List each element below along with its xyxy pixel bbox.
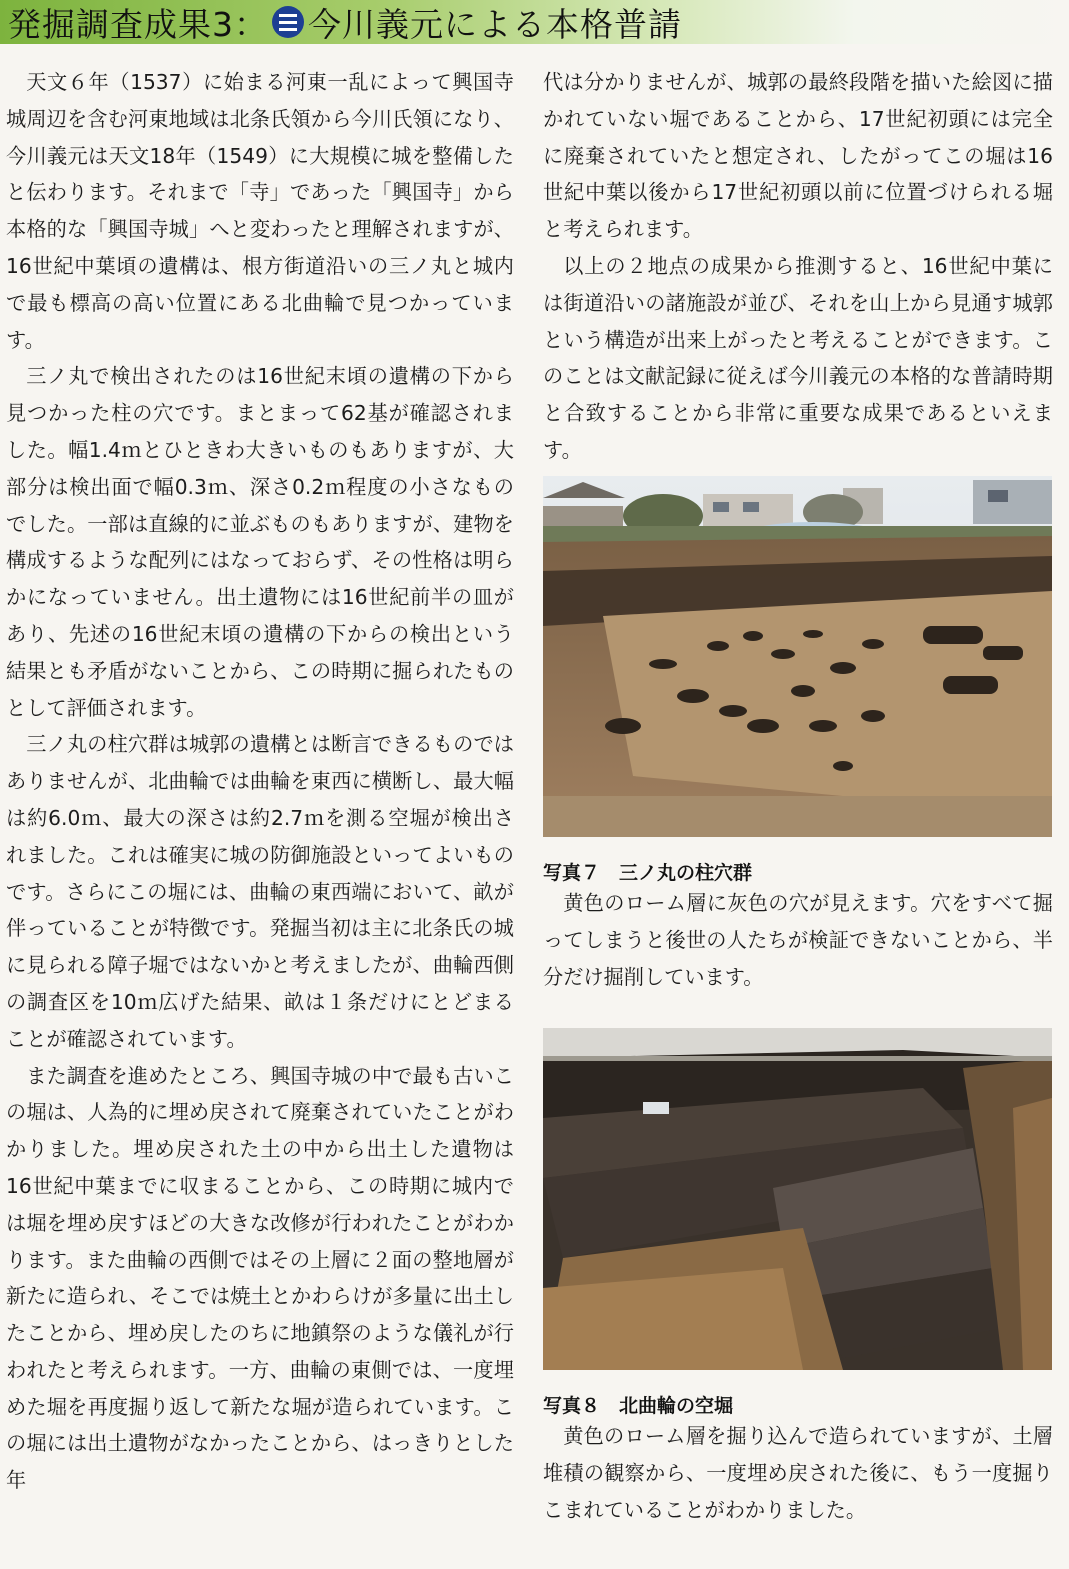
paragraph-3: 三ノ丸の柱穴群は城郭の遺構とは断言できるものではありませんが、北曲輪では曲輪を東西に横断し、最大幅は約6.0ｍ、最大の深さは約2.7ｍを測る空堀が検出されました。これは確実に城の防御施設といってよいものです。さらにこの堀には、曲輪の東西端において、畝が伴っていることが特徴です。発掘当初は主に北条氏の城に見られる障子堀ではないかと考えましたが、曲輪西側の調査区を10ｍ広げた結果、畝は１条だけにとどまることが確認されています。 [6,732,514,1051]
title-main: 今川義元による本格普請 [308,4,682,44]
section-badge-icon [272,6,304,38]
photo8-caption-title: 写真８ 北曲輪の空堀 [543,1395,734,1417]
photo7-caption-text: 黄色のローム層に灰色の穴が見えます。穴をすべて掘ってしまうと後世の人たちが検証できないことから、半分だけ掘削しています。 [543,891,1053,989]
page-title [8,2,682,42]
body-column-left [6,64,514,1499]
paragraph-4: また調査を進めたところ、興国寺城の中で最も古いこの堀は、人為的に埋め戻されて廃棄されていたことがわかりました。埋め戻された土の中から出土した遺物は16世紀中葉までに収まることから、この時期に城内では堀を埋め戻すほどの大きな改修が行われたことがわかります。また曲輪の西側ではその上層に２面の整地層が新たに造られ、そこでは焼土とかわらけが多量に出土したことから、埋め戻したのちに地鎮祭のような儀礼が行われたと考えられます。一方、曲輪の東側では、一度埋めた堀を再度掘り返して新たな堀が造られています。この堀には出土遺物がなかったことから、はっきりとした年 [6,1063,514,1493]
photo-post-holes [543,476,1052,837]
body-column-right [543,64,1053,469]
photo7-caption-title: 写真７ 三ノ丸の柱穴群 [543,862,753,884]
title-prefix: 発掘調査成果3： [8,4,268,44]
paragraph-continuation: 代は分かりませんが、城郭の最終段階を描いた絵図に描かれていない堀であることから、17世紀初頭には完全に廃棄されていたと想定され、したがってこの堀は16世紀中葉以後から17世紀初頭以前に位置づけられる堀と考えられます。 [543,70,1053,242]
paragraph-2: 三ノ丸で検出されたのは16世紀末頃の遺構の下から見つかった柱の穴です。まとまって62基が確認されました。幅1.4ｍとひときわ大きいものもありますが、大部分は検出面で幅0.3ｍ、深さ0.2ｍ程度の小さなものでした。一部は直線的に並ぶものもありますが、建物を構成するような配列にはなっておらず、その性格は明らかになっていません。出土遺物には16世紀前半の皿があり、先述の16世紀末頃の遺構の下からの検出という結果とも矛盾がないことから、この時期に掘られたものとして評価されます。 [6,364,514,720]
paragraph-1: 天文６年（1537）に始まる河東一乱によって興国寺城周辺を含む河東地域は北条氏領から今川氏領になり、今川義元は天文18年（1549）に大規模に城を整備したと伝わります。それまで「寺」であった「興国寺」から本格的な「興国寺城」へと変わったと理解されますが、16世紀中葉頃の遺構は、根方街道沿いの三ノ丸と城内で最も標高の高い位置にある北曲輪で見つかっています。 [6,70,514,352]
paragraph-5: 以上の２地点の成果から推測すると、16世紀中葉には街道沿いの諸施設が並び、それを山上から見通す城郭という構造が出来上がったと考えることができます。このことは文献記録に従えば今川義元の本格的な普請時期と合致することから非常に重要な成果であるといえます。 [543,253,1053,462]
photo8-caption-text: 黄色のローム層を掘り込んで造られていますが、土層堆積の観察から、一度埋め戻された後に、もう一度掘りこまれていることがわかりました。 [543,1424,1053,1522]
photo-dry-moat [543,1028,1052,1370]
